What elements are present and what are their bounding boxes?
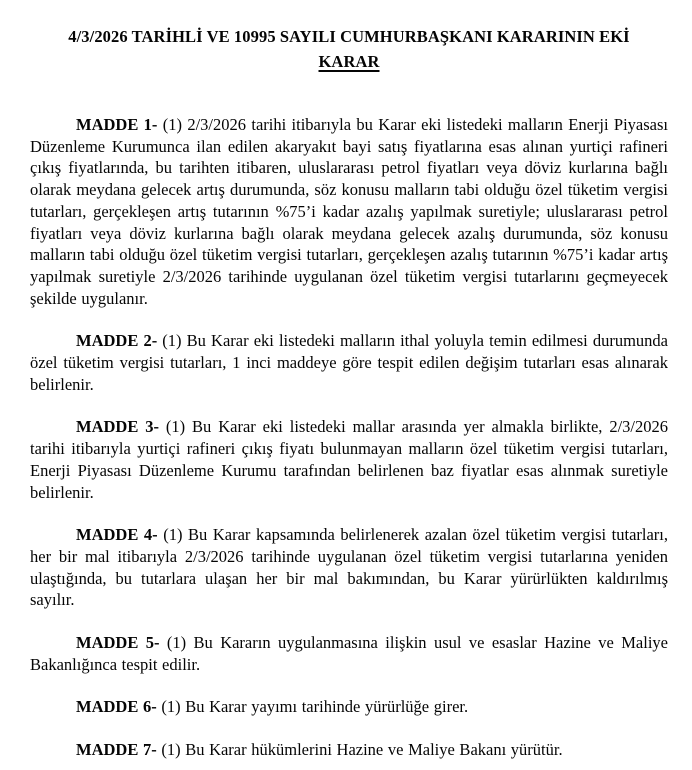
title-line-1: 4/3/2026 TARİHLİ VE 10995 SAYILI CUMHURBAŞKANI KARARININ EKİ (68, 27, 630, 46)
article-6-label: MADDE 6- (76, 697, 157, 717)
article-1-label: MADDE 1- (76, 115, 158, 134)
article-3-text: (1) Bu Karar eki listedeki mallar arasında yer almakla birlikte, 2/3/2026 tarihi itibarıyla yurtiçi rafineri çıkış fiyatı bulunmayan malların özel tüketim vergisi tutarları, Enerji Piyasası Düzenleme Kurumu tarafından belirlenen baz fiyatlar esas alınmak suretiyle belirlenir. (30, 417, 668, 502)
article-madde-6 (30, 696, 668, 718)
article-4-label: MADDE 4- (76, 525, 158, 545)
article-5-text: (1) Bu Kararın uygulanmasına ilişkin usul ve esaslar Hazine ve Maliye Bakanlığınca tespit edilir. (30, 633, 668, 674)
article-madde-2 (30, 330, 668, 395)
article-7-label: MADDE 7- (76, 740, 157, 760)
article-7-text: (1) Bu Karar hükümlerini Hazine ve Maliye Bakanı yürütür. (156, 740, 563, 760)
title-line-2: KARAR (318, 52, 380, 71)
article-2-label: MADDE 2- (76, 331, 158, 351)
article-madde-5 (30, 632, 668, 675)
article-6-text: (1) Bu Karar yayımı tarihinde yürürlüğe girer. (156, 697, 469, 717)
article-1-text: (1) 2/3/2026 tarihi itibarıyla bu Karar eki listedeki malların Enerji Piyasası Düzenleme Kurumunca ilan edilen akaryakıt bayi satış fiyatlarına esas alınan yurtiçi rafineri çıkış fiyatlarında, bu tarihten itibaren, uluslararası petrol fiyatları veya döviz kurlarına bağlı olarak meydana gelecek artış durumunda, söz konusu malların tabi olduğu özel tüketim vergisi tutarları, gerçekleşen artış tutarının %75’i kadar azalış yapılmak suretiyle; uluslararası petrol fiyatları veya döviz kurlarına bağlı olarak meydana gelecek azalış durumunda, söz konusu malların tabi olduğu özel tüketim vergisi tutarları, gerçekleşen azalış tutarının %75’i kadar artış yapılmak suretiyle 2/3/2026 tarihinde uygulanan özel tüketim vergisi tutarlarını geçmeyecek şekilde uygulanır. (30, 115, 668, 308)
article-3-label: MADDE 3- (76, 417, 159, 437)
article-madde-7 (30, 739, 668, 761)
article-4-text: (1) Bu Karar kapsamında belirlenerek azalan özel tüketim vergisi tutarları, her bir mal itibarıyla 2/3/2026 tarihinde uygulanan özel tüketim vergisi tutarlarına yeniden ulaştığında, bu tutarlara ulaşan her bir mal bakımından, bu Karar yürürlükten kaldırılmış sayılır. (30, 525, 669, 610)
article-madde-1 (30, 114, 668, 309)
article-madde-3 (30, 416, 668, 503)
article-madde-4 (30, 524, 668, 611)
article-5-label: MADDE 5- (76, 633, 160, 653)
article-2-text: (1) Bu Karar eki listedeki malların ithal yoluyla temin edilmesi durumunda özel tüketim vergisi tutarları, 1 inci maddeye göre tespit edilen değişim tutarları esas alınarak belirlenir. (30, 331, 668, 394)
document-title (30, 24, 668, 74)
